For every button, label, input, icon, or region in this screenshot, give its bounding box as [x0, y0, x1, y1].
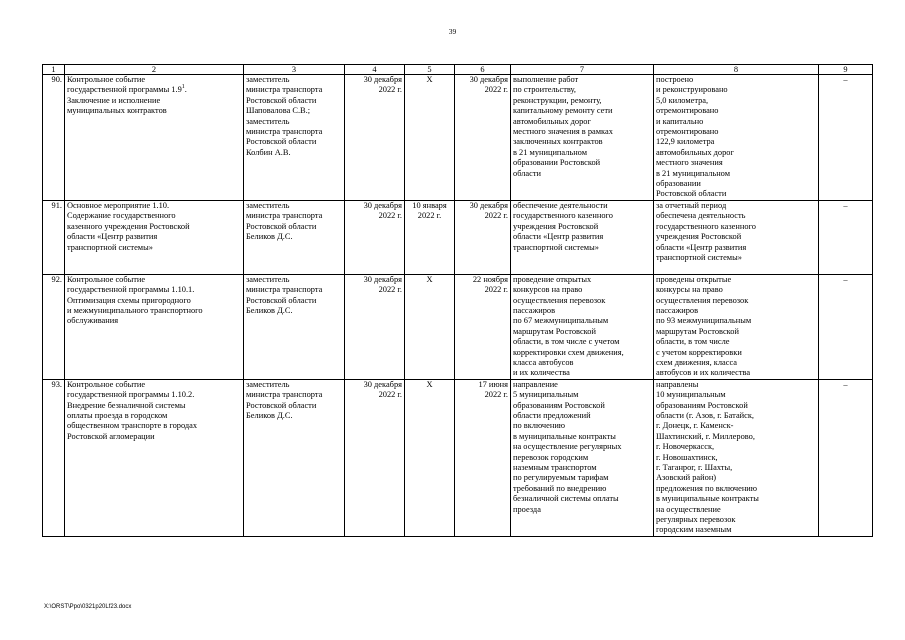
- actual-start-date-cell: [405, 200, 455, 274]
- cell-text-line: осуществления перевозок: [656, 295, 749, 305]
- header-cell: 1: [43, 65, 65, 75]
- row-number-cell: [43, 75, 65, 201]
- cell-text-line: Ростовской области: [246, 95, 317, 105]
- cell-text-line: учреждения Ростовской: [513, 221, 599, 231]
- cell-text-line: пассажиров: [513, 305, 556, 315]
- cell-text-line: городским наземным: [656, 525, 732, 535]
- cell-text-line: области, в том числе: [656, 337, 730, 347]
- cell-text-line: г. Новочеркасск,: [656, 442, 715, 452]
- cell-text-line: –: [843, 379, 848, 389]
- cell-text-line: Шаповалова С.В.;: [246, 106, 311, 116]
- actual-start-date-cell: [405, 379, 455, 536]
- row-number-cell: [43, 200, 65, 274]
- cell-text-line: конкурсы на право: [656, 285, 723, 295]
- header-cell: 9: [819, 65, 873, 75]
- cell-text-line: 91.: [51, 200, 62, 210]
- cell-text-line: 2022 г.: [484, 85, 508, 95]
- header-cell: 7: [511, 65, 654, 75]
- actual-end-date-cell: [455, 200, 511, 274]
- header-cell: 4: [345, 65, 405, 75]
- cell-text-line: проезда: [513, 504, 541, 514]
- page-number: 39: [448, 27, 457, 36]
- cell-text-line: на осуществление: [656, 504, 721, 514]
- cell-text-line: 122,9 километра: [656, 137, 715, 147]
- cell-text-line: 5 муниципальным: [513, 390, 579, 400]
- actual-end-date-cell: [455, 75, 511, 201]
- cell-text-line: Ростовской области: [246, 137, 317, 147]
- cell-text-line: схем движения, класса: [656, 357, 738, 367]
- cell-text-line: в муниципальные контракты: [513, 431, 616, 441]
- cell-text-line: г. Таганрог, г. Шахты,: [656, 463, 733, 473]
- cell-text-line: министра транспорта: [246, 285, 323, 295]
- cell-text-line: 2022 г.: [378, 390, 402, 400]
- footnote-mark: 1: [181, 84, 185, 91]
- cell-text-line: Х: [426, 379, 433, 389]
- cell-text-line: области «Центр развития: [67, 232, 158, 242]
- cell-text-line: по строительству,: [513, 85, 576, 95]
- header-cell: 6: [455, 65, 511, 75]
- cell-text-line: министра транспорта: [246, 85, 323, 95]
- cell-text-line: маршрутам Ростовской: [656, 326, 739, 336]
- cell-text-line: казенного учреждения Ростовской: [67, 221, 190, 231]
- cell-text-line: 90.: [51, 75, 62, 84]
- cell-text-line: Ростовской области: [246, 295, 317, 305]
- cell-text-line: выполнение работ: [513, 75, 579, 84]
- cell-text-line: маршрутам Ростовской: [513, 326, 596, 336]
- cell-text-line: безналичной системы оплаты: [513, 494, 619, 504]
- cell-text-line: –: [843, 274, 848, 284]
- cell-text-line: по регулируемым тарифам: [513, 473, 609, 483]
- actual-start-date-cell: [405, 75, 455, 201]
- cell-text-line: проведение открытых: [513, 274, 592, 284]
- cell-text-line: 22 ноября: [472, 274, 508, 284]
- cell-text-line: 30 декабря: [469, 200, 508, 210]
- row-spacer: [656, 263, 816, 273]
- cell-text-line: корректировки схем движения,: [513, 347, 624, 357]
- cell-text-line: Беликов Д.С.: [246, 410, 293, 420]
- report-table: [42, 64, 873, 537]
- cell-text-line: министра транспорта: [246, 127, 323, 137]
- cell-text-line: государственного казенного: [513, 211, 613, 221]
- cell-text-line: реконструкции, ремонту,: [513, 95, 602, 105]
- cell-text-line: в муниципальные контракты: [656, 494, 759, 504]
- cell-text-line: Заключение и исполнение: [67, 95, 161, 105]
- cell-text-line: 17 июня: [478, 379, 508, 389]
- cell-text-line: 5,0 километра,: [656, 95, 709, 105]
- cell-text-line: Ростовской агломерации: [67, 431, 155, 441]
- note-cell: [819, 379, 873, 536]
- planned-end-date-cell: [345, 379, 405, 536]
- cell-text-line: Ростовской области: [246, 400, 317, 410]
- header-cell: 8: [654, 65, 819, 75]
- cell-text-line: Контрольное событие: [67, 75, 146, 84]
- cell-text-line: 2022 г.: [378, 211, 402, 221]
- cell-text-line: общественном транспорте в городах: [67, 421, 198, 431]
- cell-text-line: образованиям Ростовской: [656, 400, 748, 410]
- table-row: [43, 274, 873, 379]
- note-cell: [819, 75, 873, 201]
- cell-text-line: Основное мероприятие 1.10.: [67, 200, 170, 210]
- actual-end-date-cell: [455, 274, 511, 379]
- cell-text-line: 30 декабря: [363, 75, 402, 84]
- cell-text-line: регулярных перевозок: [656, 515, 736, 525]
- row-spacer: [67, 253, 241, 263]
- planned-result-cell: [511, 200, 654, 274]
- planned-result-cell: [511, 379, 654, 536]
- cell-text-line: проведены открытые: [656, 274, 732, 284]
- planned-end-date-cell: [345, 200, 405, 274]
- cell-text-line: министра транспорта: [246, 390, 323, 400]
- cell-text-line: заместитель: [246, 379, 290, 389]
- responsible-cell: [244, 75, 345, 201]
- cell-text-line: по включению: [513, 421, 566, 431]
- cell-text-line: Контрольное событие: [67, 379, 146, 389]
- cell-text-line: заместитель: [246, 274, 290, 284]
- planned-result-cell: [511, 274, 654, 379]
- planned-result-cell: [511, 75, 654, 201]
- cell-text-line: 2022 г.: [378, 85, 402, 95]
- table-row: [43, 200, 873, 274]
- footer-file-path: X:\ORST\Ppo\0321p20Lf23.docx: [44, 604, 132, 610]
- cell-text-line: г. Новошахтинск,: [656, 452, 718, 462]
- cell-text-line: Беликов Д.С.: [246, 232, 293, 242]
- cell-text-line: и их количества: [513, 368, 570, 378]
- cell-text-line: Внедрение безналичной системы: [67, 400, 186, 410]
- cell-text-line: класса автобусов: [513, 357, 574, 367]
- cell-text-line: Шахтинский, г. Миллерово,: [656, 431, 755, 441]
- cell-text-line: образовании: [656, 179, 701, 189]
- cell-text-line: автобусов и их количества: [656, 368, 751, 378]
- cell-text-line: обеспечена деятельность: [656, 211, 746, 221]
- row-spacer: [347, 222, 402, 232]
- event-title-cell: [65, 75, 244, 201]
- cell-text-line: по 93 межмуниципальным: [656, 316, 752, 326]
- cell-text-line: Ростовской области: [656, 189, 727, 199]
- cell-text-line: конкурсов на право: [513, 285, 583, 295]
- cell-text-line: государственной программы $1.9^1$.: [67, 84, 187, 95]
- cell-text-line: с учетом корректировки: [656, 347, 742, 357]
- row-number-cell: [43, 274, 65, 379]
- cell-text-line: 2022 г.: [484, 211, 508, 221]
- cell-text-line: 2022 г.: [484, 390, 508, 400]
- cell-text-line: области, в том числе с учетом: [513, 337, 620, 347]
- cell-text-line: государственной программы 1.10.2.: [67, 390, 195, 400]
- row-spacer: [246, 243, 342, 253]
- cell-text-line: области (г. Азов, г. Батайск,: [656, 410, 755, 420]
- cell-text-line: оплаты проезда в городском: [67, 410, 168, 420]
- cell-text-line: заместитель: [246, 116, 290, 126]
- cell-text-line: Беликов Д.С.: [246, 305, 293, 315]
- cell-text-line: пассажиров: [656, 305, 699, 315]
- event-title-cell: [65, 379, 244, 536]
- cell-text-line: отремонтировано: [656, 106, 719, 116]
- cell-text-line: 92.: [51, 274, 62, 284]
- cell-text-line: 10 муниципальным: [656, 390, 726, 400]
- cell-text-line: транспортной системы»: [513, 242, 599, 252]
- cell-text-line: Колбин А.В.: [246, 147, 291, 157]
- cell-text-line: местного значения в рамках: [513, 127, 613, 137]
- cell-text-line: местного значения: [656, 158, 723, 168]
- cell-text-line: учреждения Ростовской: [656, 232, 742, 242]
- responsible-cell: [244, 379, 345, 536]
- cell-text-line: автомобильных дорог: [513, 116, 591, 126]
- cell-text-line: 30 декабря: [363, 274, 402, 284]
- cell-text-line: –: [843, 200, 848, 210]
- cell-text-line: направление: [513, 379, 558, 389]
- cell-text-line: перевозок городским: [513, 452, 589, 462]
- cell-text-line: 93.: [51, 379, 62, 389]
- cell-text-line: транспортной системы»: [656, 252, 742, 262]
- table-row: [43, 75, 873, 201]
- cell-text-line: заключенных контрактов: [513, 137, 603, 147]
- cell-text-line: направлены: [656, 379, 699, 389]
- cell-text-line: области «Центр развития: [513, 232, 604, 242]
- cell-text-line: области предложений: [513, 410, 591, 420]
- header-cell: 5: [405, 65, 455, 75]
- cell-text-line: построено: [656, 75, 694, 84]
- row-spacer: [513, 253, 651, 263]
- cell-text-line: 30 декабря: [469, 75, 508, 84]
- note-cell: [819, 274, 873, 379]
- row-number-cell: [43, 379, 65, 536]
- cell-text-line: Контрольное событие: [67, 274, 146, 284]
- cell-text-line: Содержание государственного: [67, 211, 176, 221]
- actual-start-date-cell: [405, 274, 455, 379]
- cell-text-line: Оптимизация схемы пригородного: [67, 295, 191, 305]
- actual-result-cell: [654, 75, 819, 201]
- table-header-row: [43, 65, 873, 75]
- cell-text-line: в 21 муниципальном: [656, 168, 731, 178]
- cell-text-line: осуществления перевозок: [513, 295, 606, 305]
- cell-text-line: области «Центр развития: [656, 242, 747, 252]
- cell-text-line: Х: [426, 75, 433, 84]
- cell-text-line: капитальному ремонту сети: [513, 106, 613, 116]
- event-title-cell: [65, 274, 244, 379]
- planned-end-date-cell: [345, 75, 405, 201]
- actual-result-cell: [654, 200, 819, 274]
- cell-text-line: 10 января: [412, 200, 447, 210]
- event-title-cell: [65, 200, 244, 274]
- cell-text-line: Ростовской области: [246, 221, 317, 231]
- cell-text-line: государственного казенного: [656, 221, 756, 231]
- cell-text-line: г. Донецк, г. Каменск-: [656, 421, 734, 431]
- note-cell: [819, 200, 873, 274]
- cell-text-line: 30 декабря: [363, 200, 402, 210]
- cell-text-line: –: [843, 75, 848, 84]
- cell-text-line: 30 декабря: [363, 379, 402, 389]
- cell-text-line: предложения по включению: [656, 483, 758, 493]
- cell-text-line: автомобильных дорог: [656, 147, 734, 157]
- cell-text-line: транспортной системы»: [67, 242, 153, 252]
- cell-text-line: требований по внедрению: [513, 483, 607, 493]
- actual-result-cell: [654, 379, 819, 536]
- cell-text-line: 2022 г.: [417, 211, 442, 221]
- cell-text-line: за отчетный период: [656, 200, 727, 210]
- cell-text-line: 2022 г.: [484, 285, 508, 295]
- actual-result-cell: [654, 274, 819, 379]
- cell-text-line: обеспечение деятельности: [513, 200, 608, 210]
- cell-text-line: Азовский район): [656, 473, 717, 483]
- cell-text-line: по 67 межмуниципальным: [513, 316, 609, 326]
- cell-text-line: на осуществление регулярных: [513, 442, 622, 452]
- row-spacer: [407, 222, 452, 232]
- cell-text-line: обслуживания: [67, 316, 119, 326]
- cell-text-line: области: [513, 168, 541, 178]
- cell-text-line: заместитель: [246, 75, 290, 84]
- cell-text-line: муниципальных контрактов: [67, 106, 167, 116]
- header-cell: 3: [244, 65, 345, 75]
- cell-text-line: и межмуниципального транспортного: [67, 305, 203, 315]
- cell-text-line: образовании Ростовской: [513, 158, 601, 168]
- cell-text-line: министра транспорта: [246, 211, 323, 221]
- header-cell: 2: [65, 65, 244, 75]
- cell-text-line: и реконструировано: [656, 85, 728, 95]
- planned-end-date-cell: [345, 274, 405, 379]
- responsible-cell: [244, 274, 345, 379]
- actual-end-date-cell: [455, 379, 511, 536]
- cell-text-line: наземным транспортом: [513, 463, 597, 473]
- cell-text-line: образованиям Ростовской: [513, 400, 605, 410]
- cell-text-line: отремонтировано: [656, 127, 719, 137]
- cell-text-line: и капитально: [656, 116, 704, 126]
- cell-text-line: Х: [426, 274, 433, 284]
- cell-text-line: в 21 муниципальном: [513, 147, 588, 157]
- cell-text-line: заместитель: [246, 200, 290, 210]
- row-spacer: [457, 222, 508, 232]
- cell-text-line: государственной программы 1.10.1.: [67, 285, 195, 295]
- cell-text-line: 2022 г.: [378, 285, 402, 295]
- table-row: [43, 379, 873, 536]
- responsible-cell: [244, 200, 345, 274]
